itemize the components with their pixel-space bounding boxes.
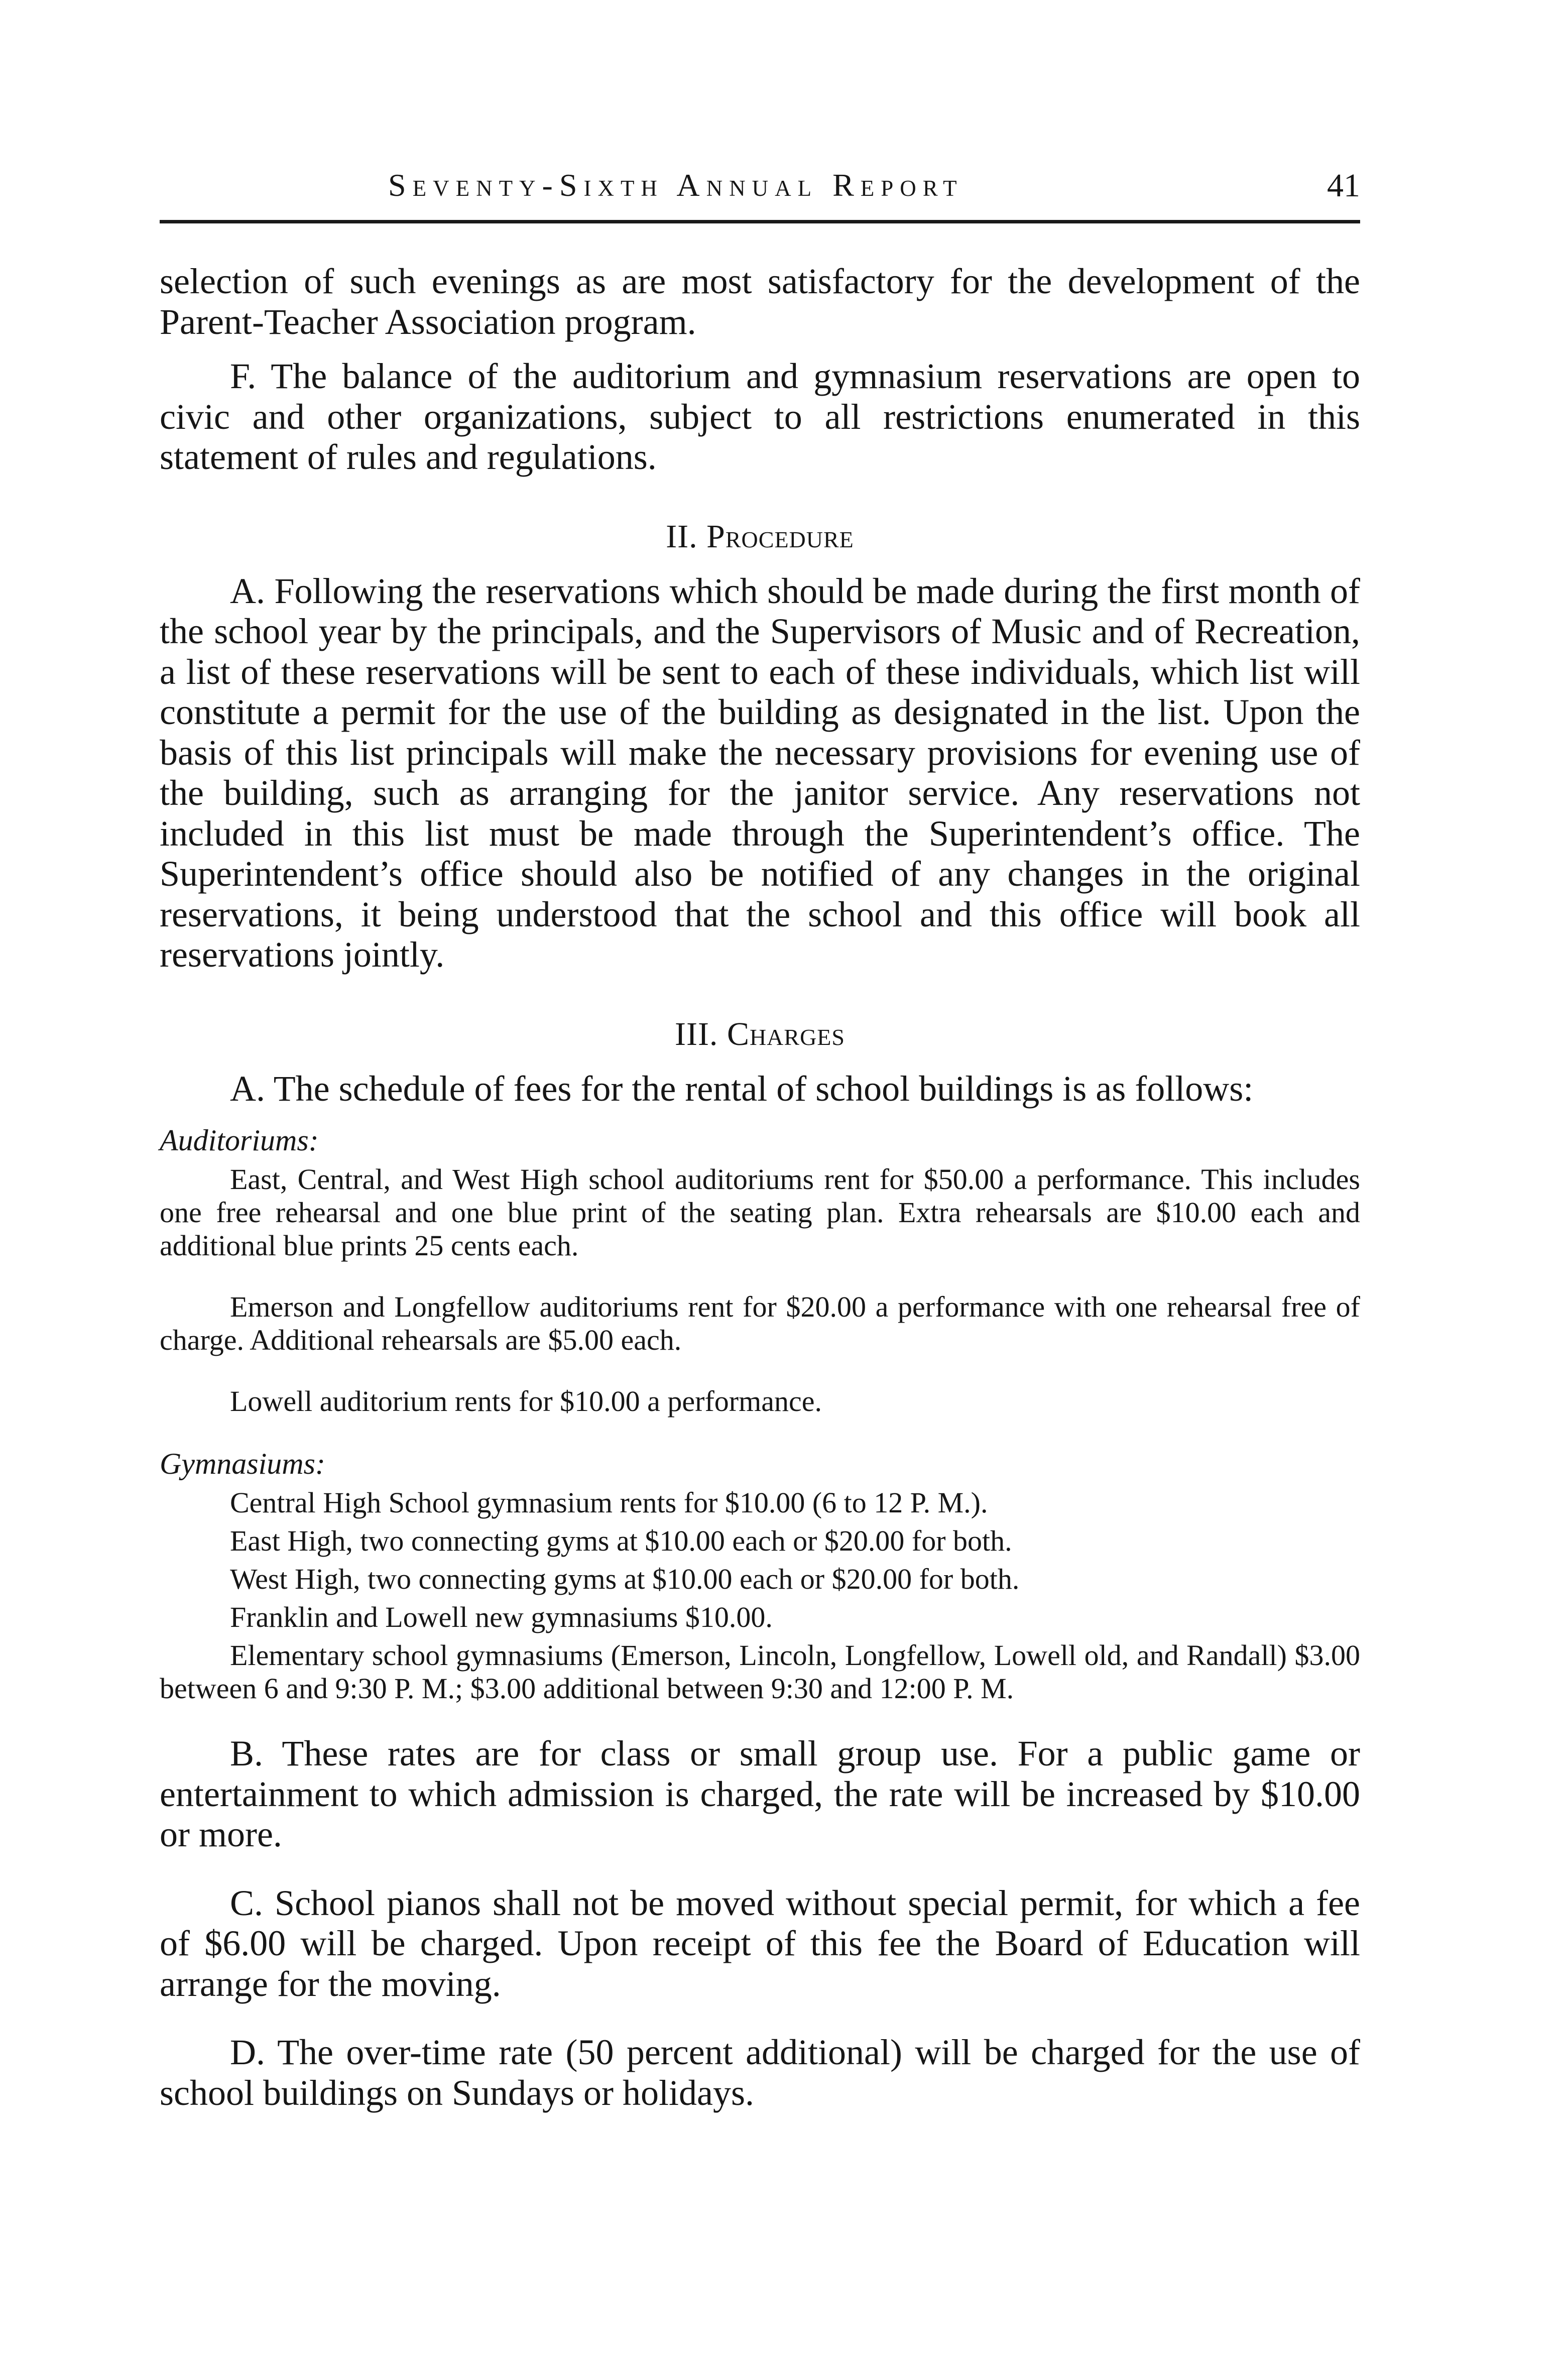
paragraph-charges-a: A. The schedule of fees for the rental of school buildings is as follows: [230,1068,1254,1109]
auditorium-entry: Emerson and Longfellow auditoriums rent for $20.00 a performance with one rehearsal free of charge. Additional rehearsals are $5.00 each. [160,1290,1360,1356]
auditorium-entry: East, Central, and West High school auditoriums rent for $50.00 a performance. This includes one free rehearsal and one blue print of the seating plan. Extra rehearsals are $10.00 each and additional blue prints 25 cents each. [160,1163,1360,1262]
paragraph-charges-d: D. The over-time rate (50 percent additional) will be charged for the use of school buildings on Sundays or holidays. [160,2032,1360,2113]
paragraph-charges-c: C. School pianos shall not be moved without special permit, for which a fee of $6.00 will be charged. Upon receipt of this fee the Board of Education will arrange for the moving. [160,1882,1360,2004]
gymnasium-entry: Franklin and Lowell new gymnasiums $10.00. [230,1601,773,1633]
section-number: III. [675,1015,718,1052]
paragraph-continued: selection of such evenings as are most satisfactory for the development of the Parent-Teacher Association program. [160,261,1360,342]
section-heading-procedure [160,517,1360,557]
subheading-auditoriums: Auditoriums: [160,1124,319,1157]
gymnasium-entry: East High, two connecting gyms at $10.00 each or $20.00 for both. [230,1524,1012,1557]
subheading-gymnasiums: Gymnasiums: [160,1447,325,1480]
running-title: Seventy-Sixth Annual Report [388,167,963,203]
section-title: Charges [727,1015,845,1052]
body-text [160,261,1360,2113]
section-heading-charges [160,1014,1360,1054]
section-title: Procedure [706,518,854,555]
paragraph-procedure-a: A. Following the reservations which should be made during the first month of the school year by the principals, and the Supervisors of Music and of Recreation, a list of these reservations will be sent to each of these individuals, which list will constitute a permit for the use of the building as designated in the list. Upon the basis of this list principals will make the necessary provisions for evening use of the building, such as arranging for the janitor service. Any reservations not included in this list must be made through the Superintendent’s office. The Superintendent’s office should also be notified of any changes in the original reservations, it being understood that the school and this office will book all reservations jointly. [160,570,1360,975]
auditorium-entry: Lowell auditorium rents for $10.00 a performance. [230,1385,822,1417]
section-number: II. [666,518,698,555]
paragraph-charges-b: B. These rates are for class or small group use. For a public game or entertainment to which admission is charged, the rate will be increased by $10.00 or more. [160,1733,1360,1854]
running-header [160,160,1360,223]
gymnasium-entry: West High, two connecting gyms at $10.00 each or $20.00 for both. [230,1563,1020,1595]
paragraph-f: F. The balance of the auditorium and gymnasium reservations are open to civic and other organizations, subject to all restrictions enumerated in this statement of rules and regulations. [160,356,1360,477]
page-number: 41 [1327,167,1360,204]
gymnasium-entry: Elementary school gymnasiums (Emerson, Lincoln, Longfellow, Lowell old, and Randall) $3.00 between 6 and 9:30 P. M.; $3.00 additional between 9:30 and 12:00 P. M. [160,1639,1360,1705]
gymnasium-entry: Central High School gymnasium rents for $10.00 (6 to 12 P. M.). [230,1486,988,1519]
